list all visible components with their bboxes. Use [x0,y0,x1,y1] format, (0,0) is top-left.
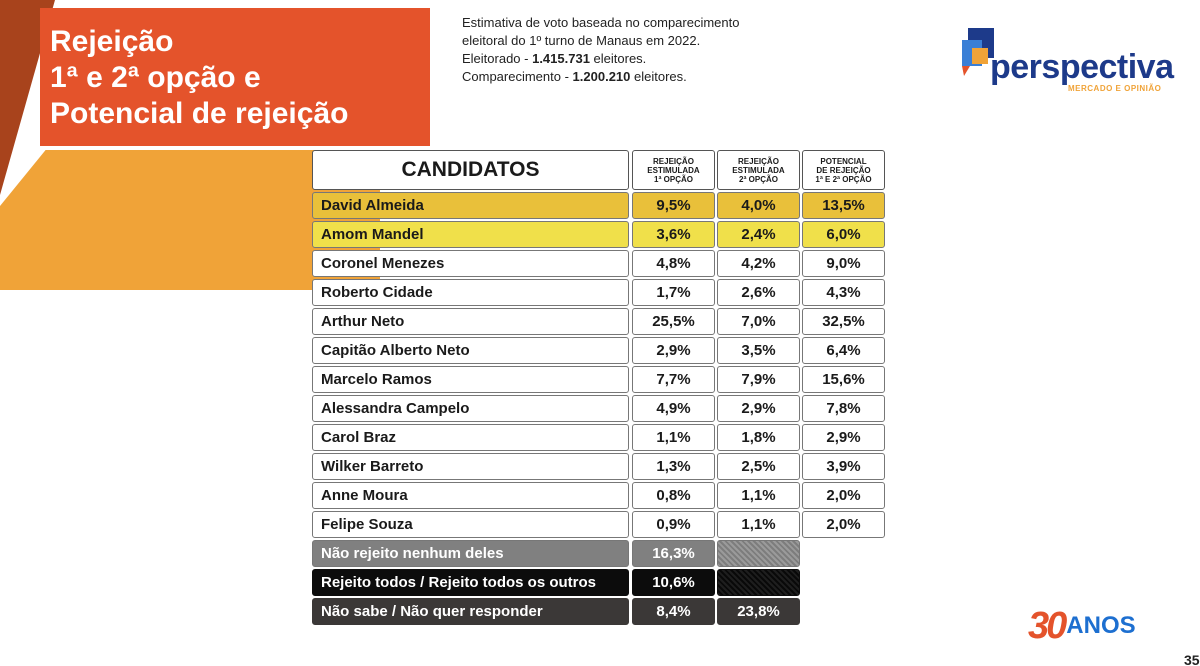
candidate-name: Roberto Cidade [312,279,629,306]
header-rejection-potential: POTENCIAL DE REJEIÇÃO 1ª E 2ª OPÇÃO [802,150,885,190]
rejection-1st-value: 16,3% [632,540,715,567]
option-name: Não rejeito nenhum deles [312,540,629,567]
rejection-2nd-value: 7,0% [717,308,800,335]
rejection-potential-value: 3,9% [802,453,885,480]
rejection-1st-value: 4,9% [632,395,715,422]
rejection-potential-value: 32,5% [802,308,885,335]
note-line-2: eleitoral do 1º turno de Manaus em 2022. [462,33,701,48]
hatched-cell [717,540,800,567]
candidate-name: Arthur Neto [312,308,629,335]
candidate-name: Felipe Souza [312,511,629,538]
candidate-name: Coronel Menezes [312,250,629,277]
logo-name: perspectiva [990,48,1174,86]
rejection-2nd-value: 3,5% [717,337,800,364]
rejection-1st-value: 25,5% [632,308,715,335]
page-number: 35 [1184,652,1200,666]
candidate-name: Alessandra Campelo [312,395,629,422]
perspectiva-logo [960,26,1174,96]
anniversary-word: ANOS [1066,612,1136,639]
rejection-potential-value: 9,0% [802,250,885,277]
rejection-2nd-value: 23,8% [717,598,800,625]
title-line-2: 1ª e 2ª opção e [50,61,261,94]
header-rejection-2nd: REJEIÇÃO ESTIMULADA 2ª OPÇÃO [717,150,800,190]
rejection-potential-value: 13,5% [802,192,885,219]
rejection-1st-value: 4,8% [632,250,715,277]
rejection-potential-value: 4,3% [802,279,885,306]
anniversary-number: 30 [1028,604,1065,647]
rejection-potential-value: 15,6% [802,366,885,393]
rejection-1st-value: 1,7% [632,279,715,306]
title-panel [40,8,430,146]
rejection-2nd-value: 2,6% [717,279,800,306]
rejection-2nd-value: 4,2% [717,250,800,277]
candidate-name: Capitão Alberto Neto [312,337,629,364]
rejection-1st-value: 3,6% [632,221,715,248]
note-turnout: Comparecimento - 1.200.210 eleitores. [462,69,687,84]
rejection-2nd-value: 2,4% [717,221,800,248]
candidate-name: Wilker Barreto [312,453,629,480]
rejection-1st-value: 1,3% [632,453,715,480]
rejection-1st-value: 7,7% [632,366,715,393]
rejection-potential-value: 6,4% [802,337,885,364]
rejection-2nd-value: 2,5% [717,453,800,480]
rejection-1st-value: 9,5% [632,192,715,219]
page-title [50,24,430,132]
candidate-name: David Almeida [312,192,629,219]
anniversary-badge [1028,606,1136,646]
title-line-1: Rejeição [50,25,174,58]
rejection-potential-value: 7,8% [802,395,885,422]
rejection-potential-value: 2,0% [802,482,885,509]
option-name: Não sabe / Não quer responder [312,598,629,625]
rejection-1st-value: 0,8% [632,482,715,509]
header-rejection-1st: REJEIÇÃO ESTIMULADA 1ª OPÇÃO [632,150,715,190]
option-name: Rejeito todos / Rejeito todos os outros [312,569,629,596]
candidate-name: Carol Braz [312,424,629,451]
rejection-1st-value: 1,1% [632,424,715,451]
title-line-3: Potencial de rejeição [50,97,349,130]
rejection-2nd-value: 1,8% [717,424,800,451]
note-electorate: Eleitorado - 1.415.731 eleitores. [462,51,647,66]
methodology-note [462,14,802,86]
rejection-1st-value: 8,4% [632,598,715,625]
rejection-2nd-value: 7,9% [717,366,800,393]
rejection-2nd-value: 1,1% [717,482,800,509]
rejection-2nd-value: 4,0% [717,192,800,219]
note-line-1: Estimativa de voto baseada no comparecimento [462,15,740,30]
rejection-potential-value: 6,0% [802,221,885,248]
rejection-2nd-value: 2,9% [717,395,800,422]
header-candidates: CANDIDATOS [312,150,629,190]
hatched-cell [717,569,800,596]
candidate-name: Marcelo Ramos [312,366,629,393]
rejection-potential-value: 2,0% [802,511,885,538]
logo-tagline: MERCADO E OPINIÃO [1068,84,1162,93]
rejection-1st-value: 0,9% [632,511,715,538]
candidate-name: Anne Moura [312,482,629,509]
rejection-1st-value: 10,6% [632,569,715,596]
rejection-2nd-value: 1,1% [717,511,800,538]
candidate-name: Amom Mandel [312,221,629,248]
rejection-potential-value: 2,9% [802,424,885,451]
rejection-1st-value: 2,9% [632,337,715,364]
